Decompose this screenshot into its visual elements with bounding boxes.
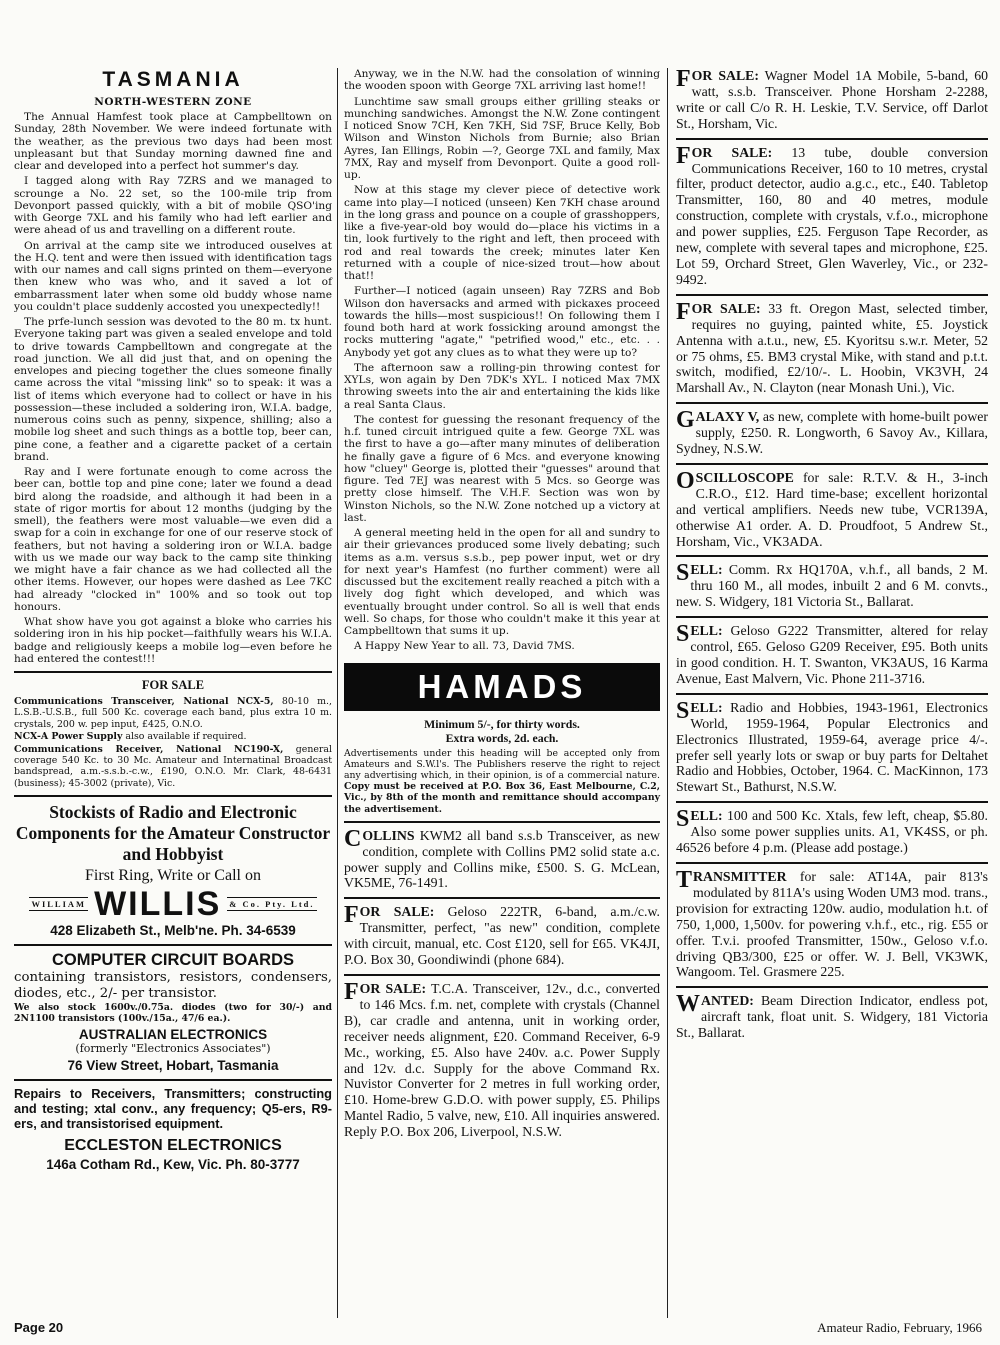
eccleston-ad (14, 1086, 332, 1172)
divider (14, 795, 332, 797)
classified-ad: FOR SALE: T.C.A. Transceiver, 12v., d.c., converted to 146 Mcs. f.m. net, complete with crystals (Channel B), car cradle and antenna, unit in working order, receiver needs alignment, £20. Command Receiver, 6-9 Mc., working, £5. Also have 240v. a.c. Power Supply and 12v. d.c. Supply for the above Command Rx. Nuvistor Converter for 2 metres in full working order, £10. Home-brew G.D.O. with power supply, £5. Philips Mantel Radio, 5 valve, new, £10. All inquiries answered. Reply P.O. Box 206, Liverpool, N.S.W. (344, 978, 660, 1140)
divider (676, 616, 988, 618)
for-sale-item: Communications Transceiver, National NCX-5, 80-10 m., L.S.B.-U.S.B., full 500 Kc. coverage each band, plus extra 10 m. crystals, 200 w. pep input, £425, O.N.O. (14, 696, 332, 730)
willis-subline: First Ring, Write or Call on (85, 867, 261, 885)
divider (676, 463, 988, 465)
eccleston-address: 146a Cotham Rd., Kew, Vic. Ph. 80-3777 (46, 1157, 300, 1173)
circuit-company: AUSTRALIAN ELECTRONICS (78, 1027, 268, 1043)
circuit-small: We also stock 1600v./0.75a. diodes (two for 30/-) and 2N1100 transistors (100v./15a., 47/6 ea.). (14, 1002, 332, 1025)
divider (344, 821, 660, 823)
classified-ad: FOR SALE: 33 ft. Oregon Mast, selected timber, requires no guying, painted white, £5. Joystick Antenna with a.t.u., new, £5. Kyoritsu s.w.r. Meter, 52 or 75 ohms, £5. BM3 crystal Mike, with stand and p.t.t. switch, modified, £2/10/-. L. Hoobin, VK3VH, 24 Marshall Av., N. Clayton (near Monash Uni.), Vic. (676, 298, 988, 396)
column-left (14, 68, 332, 1172)
article-paragraph: The contest for guessing the resonant frequency of the h.f. tuned circuit intrigued quite a few. George 7XL was the first to have a go—after many minutes of deliberation he finally gave a figure of 6 Mcs. and everyone knowing how "cluey" George is, plotted their "guesses" around that figure. Ted 7EJ was nearest with 5 Mcs. so George was pretty close himself. The V.H.F. Section was won by Winston Nichols, so the N.W. Zone notched up a victory at last. (344, 413, 660, 524)
divider (676, 294, 988, 296)
circuit-address: 76 View Street, Hobart, Tasmania (67, 1058, 279, 1074)
article-paragraph: A general meeting held in the open for all and sundry to air their grievances produced some lively debating; such items as a.m. versus s.s.b., pep power input, wet or dry for next year's Hamfest (no further comment) were all discussed but the excitement really reached a pitch with a lively dog fight which developed, and which was eventually brought under control. So all is well that ends well. So chaps, for those who couldn't make it this year at Campbelltown that sums it up. (344, 527, 660, 637)
classified-ad: FOR SALE: 13 tube, double conversion Communications Receiver, 160 to 10 metres, crystal filter, product detector, audio a.g.c., etc., £40. Tabletop Transmitter, 160, 80 and 40 metres, module construction, complete with crystals, v.f.o., microphone and power supplies, £25. Ferguson Tape Recorder, as new, complete with several tapes and microphone, £25. Lot 59, Orchard Street, Glen Waverley, Vic., or 232-9492. (676, 142, 988, 287)
page-number: Page 20 (14, 1320, 64, 1335)
for-sale-title: FOR SALE (141, 678, 205, 692)
article-paragraph: On arrival at the camp site we introduced ouselves at the H.Q. tent and were then issued with identification tags with our names and call signs printed on them—everyone then knew who was who, and it saved a lot of embarrassment later when some old buddy whose name you couldn't place suddenly accosted you unexpectedly!! (14, 239, 332, 313)
classified-ad: SELL: Geloso G222 Transmitter, altered for relay control, £65. Geloso G209 Receiver, £95. Both units in good condition. H. T. Swanton, VK3AUS, 16 Karma Avenue, East Malvern, Vic. Phone 211-3716. (676, 621, 988, 686)
article-title: TASMANIA (102, 68, 244, 91)
hamads-conditions: Advertisements under this heading will be accepted only from Amateurs and S.W.l's. The Publishers reserve the right to reject any advertising which, in their opinion, is of a commercial nature. Copy must be received at P.O. Box 36, East Melbourne, C.2, Vic., by 8th of the month and remittance should accompany the advertisement. (344, 747, 660, 815)
classified-ad: GALAXY V, as new, complete with home-built power supply, £250. R. Longworth, 6 Savoy Av., Killara, Sydney, N.S.W. (676, 407, 988, 457)
eccleston-company: ECCLESTON ELECTRONICS (64, 1137, 282, 1155)
circuit-body: containing transistors, resistors, condensers, diodes, etc., 2/- per transistor. (14, 970, 332, 1002)
willis-right-small: & Co. Pty. Ltd. (229, 899, 315, 910)
classified-ad: FOR SALE: Wagner Model 1A Mobile, 5-band, 60 watt, s.s.b. Transceiver. Phone Horsham 2-2288, write or call C/o R. H. Leskie, T.V. Service, off Darlot St., Horsham, Vic. (676, 66, 988, 131)
article-paragraph: The afternoon saw a rolling-pin throwing contest for XYLs, won again by Den 7DK's XYL. I noticed Max 7MX throwing sweets into the air and entertaining the kids like a real Santa Claus. (344, 361, 660, 411)
classified-ad: SELL: Comm. Rx HQ170A, v.h.f., all bands, 2 M. thru 160 M., all modes, inbuilt 2 and 6 M. convts., new. S. Widgery, 181 Victoria St., Ballarat. (676, 560, 988, 610)
divider (676, 138, 988, 140)
article-paragraph: Ray and I were fortunate enough to come across the beer can, bottle top and pine cone; later we found a dead bird along the roadside, and although it had been in a state of rigor mortis for about 12 months (judging by the smell), the feathers were most valuable—we even did a swap for a coin in exchange for one of our reserve stock of feathers, but not having a soldering iron or W.I.A. badge with us we made our way back to the camp site thinking we might have a fair chance as we had collected all the other items. However, our hopes were dashed as Lee 7KC had already "clocked in" 100% and so took out top honours. (14, 466, 332, 613)
article-subtitle: NORTH-WESTERN ZONE (94, 96, 252, 108)
article-paragraph: A Happy New Year to all. 73, David 7MS. (354, 640, 575, 653)
divider (676, 986, 988, 988)
article-continued (344, 68, 660, 653)
divider (14, 1079, 332, 1081)
for-sale-item: Communications Receiver, National NC190-X, general coverage 540 Kc. to 30 Mc. Amateur and Internatinal Broadcast bandspread, a.m.-s.s.b.-c.w., £190, O.N.O. Mr. Clark, 48-6431 (business); 45-3002 (private), Vic. (14, 743, 332, 789)
article-paragraph: Anyway, we in the N.W. had the consolation of winning the wooden spoon with George 7XL arriving last home!! (344, 68, 660, 93)
hamads-minimum: Minimum 5/-, for thirty words. (424, 716, 580, 731)
classified-ad: TRANSMITTER for sale: AT14A, pair 813's modulated by 811A's using Woden UM3 mod. trans., provision for extracting 120w. audio, modulation h.t. of 750, 1,000, 1,500v. for powering v.h.f., etc., rig. £55 or offer. T.v.i. proofed Transmitter, 150w., Geloso v.f.o. driving QB3/300, £25 or offer. W. J. Bell, VK3WK, Wangoom. Tel. Grasmere 225. (676, 866, 988, 980)
divider (14, 671, 332, 673)
circuit-headline: COMPUTER CIRCUIT BOARDS (52, 951, 294, 970)
classified-ad: COLLINS KWM2 all band s.s.b Transceiver, as new condition, complete with Collins PM2 solid state a.c. power supply and Collins mike, £500. S. G. McLean, VK5ME, 76-1491. (344, 825, 660, 891)
classified-ad: SELL: 100 and 500 Kc. Xtals, few left, cheap, $5.80. Also some power supplies units. A1, VK4SS, or ph. 46526 before 4 p.m. (Please add postage.) (676, 806, 988, 856)
publication-footer: Amateur Radio, February, 1966 (817, 1320, 982, 1335)
divider (676, 801, 988, 803)
article-tasmania (14, 68, 332, 665)
column-middle (344, 68, 660, 1140)
willis-left-small: WILLIAM (31, 899, 87, 910)
classified-ad: OSCILLOSCOPE for sale: R.T.V. & H., 3-inch C.R.O., £12. Hard time-base; excellent horizontal and vertical amplifiers. Needs new tube, VCR139A, otherwise A1 order. A. D. Proudfoot, 5 Andrew St., Horsham, Vic., VK3ADA. (676, 467, 988, 549)
article-paragraph: Further—I noticed (again unseen) Ray 7ZRS and Bob Wilson don haversacks and armed with pickaxes proceed towards the hills—most suspicious!! On following them I found both hard at work fossicking around amongst the rocks muttering "agate," "petrified wood," etc., etc. . . Anybody yet got any clues as to what they were up to? (344, 285, 660, 359)
divider (676, 402, 988, 404)
classified-ad: FOR SALE: Geloso 222TR, 6-band, a.m./c.w. Transmitter, perfect, "as new" condition, complete with circuit, manual, etc. Cost £120, sell for £65. VK4JI, P.O. Box 30, Goondiwindi (phone 684). (344, 902, 660, 968)
willis-ad (14, 802, 332, 938)
circuit-boards-ad (14, 951, 332, 1073)
article-paragraph: Lunchtime saw small groups either grilling steaks or munching sandwiches. Amongst the N.W. Zone contingent I noticed Snow 7CH, Ken 7KH, Sid 7SF, Bruce Kelly, Bob Wilson and Winston Nichols from Burnie; also Brian Ayres, Ian Ellings, Robin —?, George 7XL and family, Max 7MX, Ray and myself from Devonport. Quite a good roll-up. (344, 95, 660, 181)
divider (676, 862, 988, 864)
willis-brand: WILLIS (94, 885, 222, 924)
for-sale-box (14, 678, 332, 789)
hamads-extra: Extra words, 2d. each. (445, 730, 559, 745)
willis-address: 428 Elizabeth St., Melb'ne. Ph. 34-6539 (50, 923, 296, 939)
classified-ad: WANTED: Beam Direction Indicator, endless pot, aircraft tank, float unit. S. Widgery, 181 Victoria St., Ballarat. (676, 991, 988, 1041)
classified-ad: SELL: Radio and Hobbies, 1943-1961, Electronics World, 1959-1964, Popular Electronics and Electronics Illustrated, 1959-64, average price 4/-. prefer sell yearly lots or swap or buy parts for Deltahet Radio and Hobbies, October, 1964. C. MacKinnon, 173 Stewart St., Bathurst, N.S.W. (676, 697, 988, 795)
divider (676, 693, 988, 695)
article-paragraph: The prfe-lunch session was devoted to the 80 m. tx hunt. Everyone taking part was given a sealed envelope and told to drive towards Campbelltown and congregate at the road junction. We all did just that, and on opening the envelopes and piecing together the clues someone finally came across the vital "missing link" so to speak: it was a list of items which everyone had to collect or have in his possession—these included a soldering iron, W.I.A. badge, numerous coins such as penny, sixpence, shilling; also a mobile log sheet and such things as a bottle top, beer can, pine cone, a feather and a cigarette packet of a certain brand. (14, 316, 332, 463)
article-paragraph: What show have you got against a bloke who carries his soldering iron in his hip pocket—faithfully wears his W.I.A. badge and religiously keeps a mobile log—even before he had entered the contest!!! (14, 616, 332, 665)
divider (344, 974, 660, 976)
divider (14, 944, 332, 946)
article-paragraph: I tagged along with Ray 7ZRS and we managed to scrounge a No. 22 set, so the 100-mile trip from Devonport passed quickly, with a bit of mobile QSO'ing with George 7XL and his family who had left earlier and were ahead of us and travelling on a different route. (14, 175, 332, 237)
hamads-banner: HAMADS (344, 663, 660, 711)
willis-headline: Stockists of Radio and Electronic Components for the Amateur Constructor and Hobbyist (15, 802, 331, 865)
for-sale-item: NCX-A Power Supply also available if required. (14, 731, 247, 743)
eccleston-body: Repairs to Receivers, Transmitters; constructing and testing; xtal conv., any frequency; Q5-ers, R9-ers, and transistorised equipment. (14, 1086, 332, 1132)
circuit-formerly: (formerly "Electronics Associates") (75, 1042, 271, 1056)
column-right (676, 68, 988, 1041)
willis-logo (14, 886, 332, 922)
article-paragraph: Now at this stage my clever piece of detective work came into play—I noticed (unseen) Ken 7KH chase around in the long grass and pounce on a couple of grasshoppers, like a five-year-old boy would do—place his victims in a tin, look furtively to the right and left, then proceed with rod and real towards the creek; minutes later Ken returned with a couple of nice-sized trout—how about that!! (344, 184, 660, 282)
divider (344, 897, 660, 899)
divider (676, 555, 988, 557)
article-paragraph: The Annual Hamfest took place at Campbelltown on Sunday, 28th November. We were indeed fortunate with the weather, as the previous two days had been most unpleasant but that Sunday morning dawned fine and clear and developed into a perfect hot summer's day. (14, 111, 332, 172)
